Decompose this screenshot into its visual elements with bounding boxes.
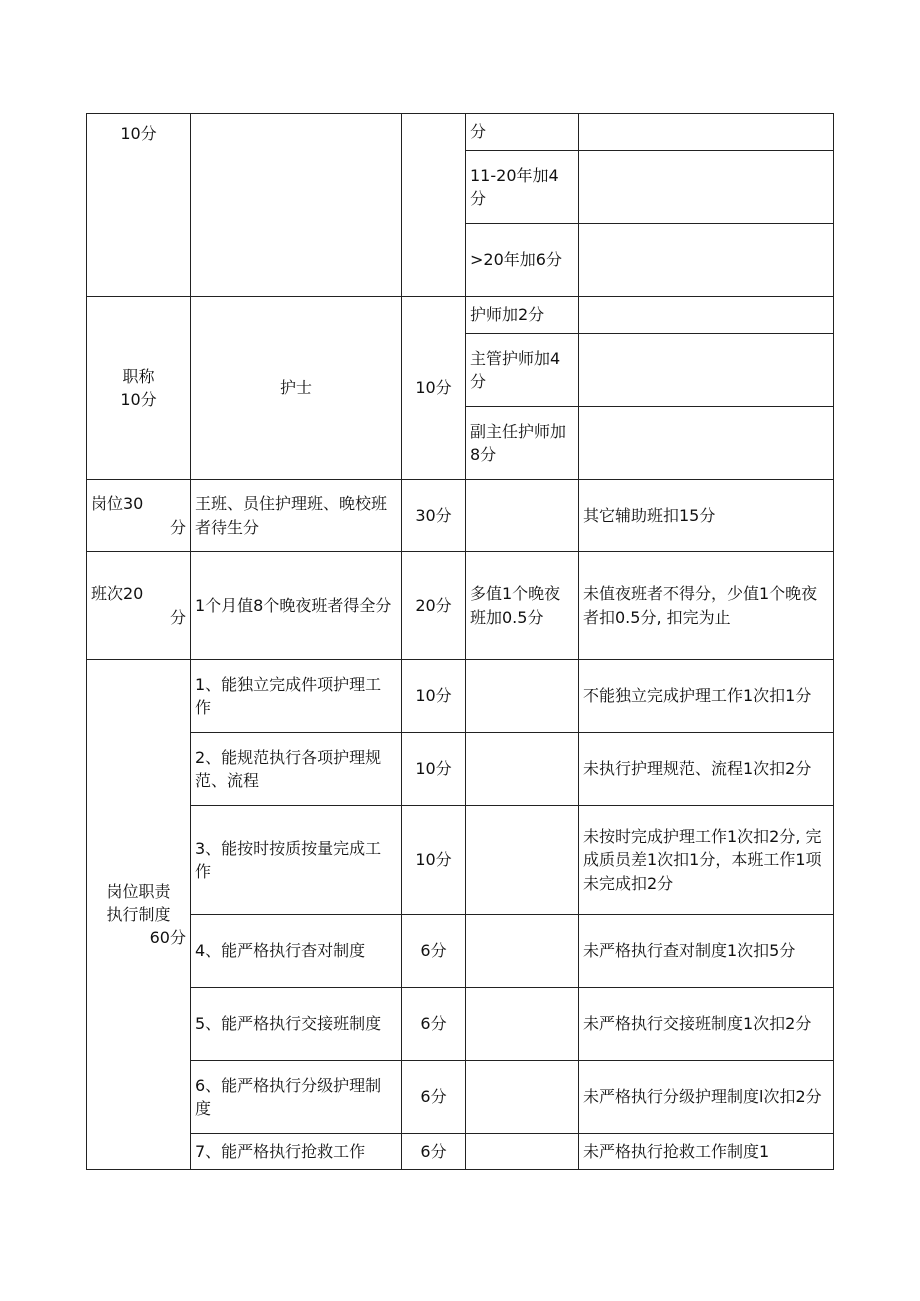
duty-bonus-cell <box>466 660 579 733</box>
shift-deduction: 未值夜班者不得分，少值1个晚夜者扣0.5分, 扣完为止 <box>583 584 818 627</box>
duty-deduction-cell <box>579 1061 834 1134</box>
shift-bonus: 多值1个晚夜班加0.5分 <box>470 584 561 627</box>
duty-standard-cell <box>191 988 402 1061</box>
post-deduction: 其它辅助班扣15分 <box>583 505 716 525</box>
duty-score-1: 10分 <box>415 686 452 706</box>
post-score: 30分 <box>415 505 452 525</box>
shift-category-line1: 班次20 <box>91 584 144 604</box>
seniority-tier-3: >20年加6分 <box>470 250 562 270</box>
duty-standard-2: 2、能规范执行各项护理规范、流程 <box>195 747 382 790</box>
duty-score-5: 6分 <box>420 1014 447 1034</box>
duty-bonus-cell <box>466 988 579 1061</box>
duty-standard-4: 4、能严格执行杳对制度 <box>195 941 366 961</box>
duty-standard-cell <box>191 915 402 988</box>
seniority-deduction-cell <box>579 224 834 297</box>
title-tier-cell <box>466 334 579 407</box>
duty-standard-cell <box>191 660 402 733</box>
shift-score-cell <box>402 552 466 660</box>
duty-row <box>87 806 834 915</box>
seniority-tier-cell <box>466 151 579 224</box>
shift-category-cell <box>87 552 191 660</box>
title-tier-cell <box>466 407 579 480</box>
duty-row <box>87 660 834 733</box>
post-standard-cell <box>191 480 402 552</box>
duty-deduction-cell <box>579 1134 834 1170</box>
title-category-cell <box>87 297 191 480</box>
scoring-table <box>86 113 834 1170</box>
post-category-line2: 分 <box>169 517 186 537</box>
seniority-tier-cell <box>466 114 579 151</box>
duty-bonus-cell <box>466 1061 579 1134</box>
post-category-line1: 岗位30 <box>91 494 144 514</box>
duty-bonus-cell <box>466 915 579 988</box>
duty-deduction-cell <box>579 988 834 1061</box>
duty-deduction-2: 未执行护理规范、流程1次扣2分 <box>583 759 812 779</box>
duty-deduction-4: 未严格执行查对制度1次扣5分 <box>583 941 796 961</box>
shift-category-line2: 分 <box>169 607 186 627</box>
shift-score: 20分 <box>415 595 452 615</box>
seniority-tier-cell <box>466 224 579 297</box>
seniority-tier-1: 分 <box>470 122 487 142</box>
duty-bonus-cell <box>466 1134 579 1170</box>
duty-standard-6: 6、能严格执行分级护理制度 <box>195 1075 382 1118</box>
duty-row <box>87 915 834 988</box>
duty-standard-cell <box>191 733 402 806</box>
duty-category-line2: 执行制度 <box>106 904 171 924</box>
seniority-row <box>87 114 834 151</box>
duty-row <box>87 1134 834 1170</box>
shift-deduction-cell <box>579 552 834 660</box>
duty-standard-3: 3、能按时按质按量完成工作 <box>195 838 382 881</box>
seniority-standard-cell <box>191 114 402 297</box>
duty-standard-cell <box>191 806 402 915</box>
duty-deduction-3: 未按时完成护理工作1次扣2分, 完成质员差1次扣1分，本班工作1项未完成扣2分 <box>583 827 822 893</box>
duty-deduction-cell <box>579 915 834 988</box>
duty-score-cell <box>402 806 466 915</box>
duty-deduction-5: 未严格执行交接班制度1次扣2分 <box>583 1014 812 1034</box>
duty-score-cell <box>402 915 466 988</box>
duty-bonus-cell <box>466 806 579 915</box>
duty-score-7: 6分 <box>420 1141 447 1161</box>
title-category-line2: 10分 <box>120 390 157 409</box>
duty-score-6: 6分 <box>420 1087 447 1107</box>
duty-row <box>87 1061 834 1134</box>
duty-category-cell <box>87 660 191 1170</box>
post-row <box>87 480 834 552</box>
title-deduction-cell <box>579 407 834 480</box>
duty-deduction-1: 不能独立完成护理工作1次扣1分 <box>583 686 812 706</box>
duty-deduction-cell <box>579 660 834 733</box>
shift-standard-cell <box>191 552 402 660</box>
shift-bonus-cell <box>466 552 579 660</box>
title-standard: 护士 <box>279 378 312 398</box>
duty-row <box>87 733 834 806</box>
seniority-deduction-cell <box>579 114 834 151</box>
seniority-deduction-cell <box>579 151 834 224</box>
duty-score-cell <box>402 733 466 806</box>
duty-score-cell <box>402 660 466 733</box>
seniority-tier-2: 11-20年加4分 <box>470 165 559 208</box>
title-row <box>87 297 834 334</box>
shift-row <box>87 552 834 660</box>
post-category-cell <box>87 480 191 552</box>
title-tier-2: 主管护师加4分 <box>470 348 561 391</box>
duty-standard-cell <box>191 1134 402 1170</box>
seniority-score: 10分 <box>120 124 157 143</box>
title-score: 10分 <box>415 378 452 398</box>
duty-deduction-cell <box>579 733 834 806</box>
seniority-points-cell <box>402 114 466 297</box>
title-category-line1: 职称 <box>122 366 155 386</box>
post-standard: 王班、员住护理班、晚校班者待生分 <box>195 494 388 537</box>
post-deduction-cell <box>579 480 834 552</box>
duty-score-2: 10分 <box>415 759 452 779</box>
title-tier-1: 护师加2分 <box>470 305 545 325</box>
duty-deduction-cell <box>579 806 834 915</box>
duty-row <box>87 988 834 1061</box>
duty-standard-5: 5、能严格执行交接班制度 <box>195 1014 382 1034</box>
duty-score-4: 6分 <box>420 941 447 961</box>
post-bonus-cell <box>466 480 579 552</box>
title-standard-cell <box>191 297 402 480</box>
duty-deduction-7: 未严格执行抢救工作制度1 <box>583 1141 770 1161</box>
title-deduction-cell <box>579 334 834 407</box>
duty-standard-1: 1、能独立完成件项护理工作 <box>195 674 382 717</box>
duty-score-cell <box>402 1134 466 1170</box>
duty-standard-7: 7、能严格执行抢救工作 <box>195 1141 366 1161</box>
duty-category-line1: 岗位职责 <box>106 881 171 901</box>
duty-deduction-6: 未严格执行分级护理制度l次扣2分 <box>583 1087 822 1107</box>
duty-score-cell <box>402 988 466 1061</box>
title-tier-cell <box>466 297 579 334</box>
duty-score-3: 10分 <box>415 850 452 870</box>
title-score-cell <box>402 297 466 480</box>
shift-standard: 1个月值8个晚夜班者得全分 <box>195 595 392 615</box>
duty-category-line3: 60分 <box>149 928 186 948</box>
duty-bonus-cell <box>466 733 579 806</box>
title-tier-3: 副主任护师加8分 <box>470 421 567 464</box>
duty-standard-cell <box>191 1061 402 1134</box>
title-deduction-cell <box>579 297 834 334</box>
seniority-score-cell <box>87 114 191 297</box>
duty-score-cell <box>402 1061 466 1134</box>
post-score-cell <box>402 480 466 552</box>
